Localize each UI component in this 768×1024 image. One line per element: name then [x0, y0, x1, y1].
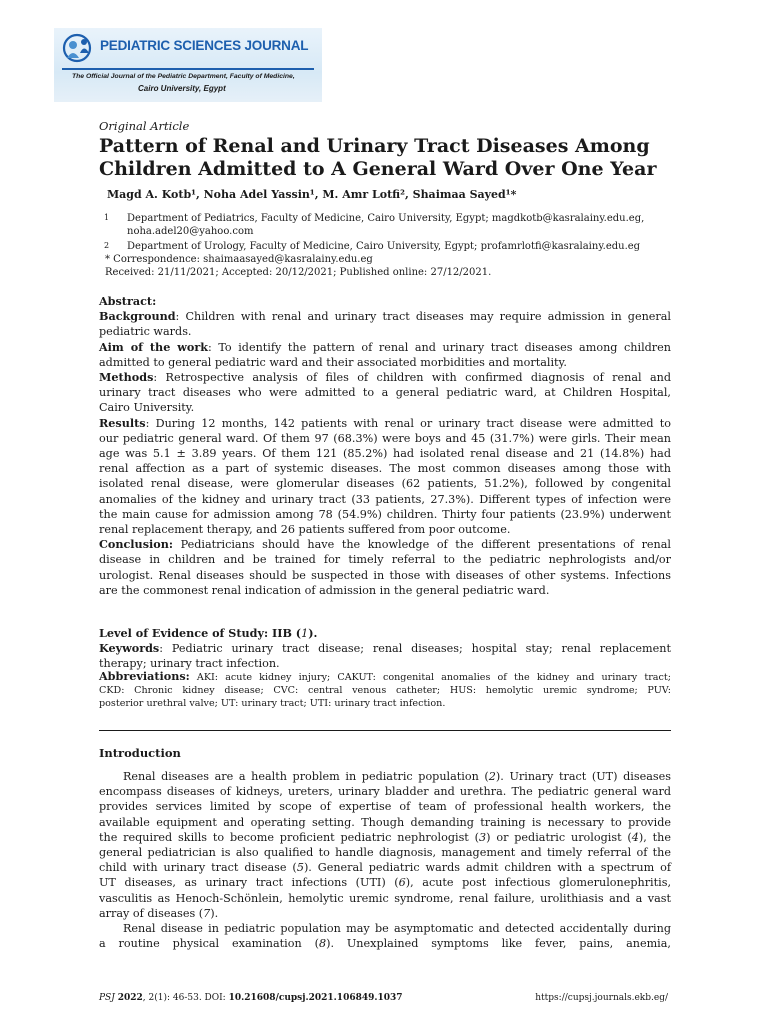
evidence-reference-link[interactable]: 1 [301, 627, 309, 640]
journal-banner [54, 28, 322, 102]
abstract-background: Background: Children with renal and urinary tract diseases may require admission in general [99, 309, 671, 324]
reference-6-link[interactable]: 6 [398, 876, 406, 890]
reference-5-link[interactable]: 5 [296, 861, 304, 875]
publication-dates: Received: 21/11/2021; Accepted: 20/12/2021; Published online: 27/12/2021. [105, 267, 492, 278]
affiliation-1-line-2: noha.adel20@yahoo.com [127, 226, 254, 237]
journal-name: PEDIATRIC SCIENCES JOURNAL [100, 38, 309, 53]
reference-4-link[interactable]: 4 [631, 830, 639, 844]
journal-subtitle-line2: Cairo University, Egypt [138, 84, 226, 93]
abstract-results: Results: During 12 months, 142 patients with renal or urinary tract disease were admitted to [99, 415, 671, 430]
abstract-conclusion: Conclusion: Pediatricians should have the knowledge of the different presentations of renal [99, 537, 671, 552]
evidence-level: Level of Evidence of Study: IIB (1). [99, 626, 318, 640]
abbreviations-line-1: Abbreviations: AKI: acute kidney injury; CAKUT: congenital anomalies of the kidney and urinary tract; [99, 669, 671, 683]
author-list: Magd A. Kotb¹, Noha Adel Yassin¹, M. Amr Lotfi², Shaimaa Sayed¹* [107, 188, 517, 201]
introduction-body: Renal diseases are a health problem in pediatric population (2). Urinary tract (UT) diseases encompass diseases of kidneys, ureters, urinary bladder and urethra. The pediatric general ward provides services limited by scope of expertise of team of professional health workers, the available equipment and operating setting. Though demanding training is necessary to provide the required skills to become proficient pediatric nephrologist (3) or pediatric urologist (4), the general pediatrician is also qualified to handle diagnosis, management and timely referral of the child with urinary tract disease (5). General pediatric wards admit children with a spectrum of UT diseases, as urinary tract infections (UTI) (6), acute post infectious glomerulonephritis, vasculitis as Henoch-Schönlein, hemolytic uremic syndrome, renal failure, urolithiasis and a vast array of diseases (7). Renal disease in pediatric population may be asymptomatic and detected accidentally during a routine physical examination (8). Unexplained symptoms like fever, pains, anemia, [99, 770, 672, 951]
affiliation-1-line-1: Department of Pediatrics, Faculty of Medicine, Cairo University, Egypt; magdkotb@kasralainy.edu.eg, [127, 213, 645, 224]
abstract-aim: Aim of the work: To identify the pattern of renal and urinary tract diseases among children [99, 339, 671, 354]
keywords-block: Level of Evidence of Study: IIB (1). Keywords: Pediatric urinary tract disease; renal diseases; hospital stay; renal replacement therapy; urinary tract infection. [99, 626, 671, 671]
affiliation-2-line-1: Department of Urology, Faculty of Medicine, Cairo University, Egypt; profamrlotfi@kasralainy.edu.eg [127, 241, 641, 252]
intro-paragraph-2: Renal disease in pediatric population may be asymptomatic and detected accidentally during [123, 922, 671, 936]
abstract-heading: Abstract: [99, 294, 157, 308]
footer-citation: PSJ 2022, 2(1): 46-53. DOI: 10.21608/cupsj.2021.106849.1037 [99, 993, 403, 1003]
section-divider [99, 730, 671, 731]
doi-link[interactable]: 10.21608/cupsj.2021.106849.1037 [228, 993, 403, 1003]
journal-subtitle-line1: The Official Journal of the Pediatric Department, Faculty of Medicine, [72, 73, 295, 80]
reference-7-link[interactable]: 7 [203, 906, 211, 920]
title-line-2: Children Admitted to A General Ward Over One Year [99, 158, 657, 180]
reference-2-link[interactable]: 2 [488, 770, 496, 783]
reference-3-link[interactable]: 3 [479, 830, 487, 844]
abbreviations: Abbreviations: AKI: acute kidney injury; CAKUT: congenital anomalies of the kidney and urinary tract; CKD: Chronic kidney disease; CVC: central venous catheter; HUS: hemolytic uremic syndrome; PUV: posterior urethral valve; UT: urinary tract; UTI: urinary tract infection. [99, 669, 671, 709]
journal-divider [62, 68, 314, 70]
affiliation-2-number: 2 [104, 241, 110, 250]
correspondence: * Correspondence: shaimaasayed@kasralainy.edu.eg [105, 254, 373, 265]
keywords: Keywords: Pediatric urinary tract disease; renal diseases; hospital stay; renal replacement [99, 641, 671, 656]
abstract-methods: Methods: Retrospective analysis of files of children with confirmed diagnosis of renal and [99, 370, 671, 385]
article-type: Original Article [99, 119, 190, 133]
article-title [99, 135, 699, 181]
journal-url-link[interactable]: https://cupsj.journals.ekb.eg/ [535, 993, 668, 1003]
abstract: Abstract: Background: Children with renal and urinary tract diseases may require admission in general pediatric wards. Aim of the work: To identify the pattern of renal and urinary tract diseases among children admitted to general pediatric ward and their associated morbidities and mortality. Methods: Retrospective analysis of files of children with confirmed diagnosis of renal and urinary tract diseases who were admitted to a general pediatric ward, at Children Hospital, Cairo University. Results: During 12 months, 142 patients with renal or urinary tract disease were admitted to our pediatric general ward. Of them 97 (68.3%) were boys and 45 (31.7%) were girls. Their mean age was 5.1 ± 3.89 years. Of them 121 (85.2%) had isolated renal disease and 21 (14.8%) had renal affection as a part of systemic diseases. The most common diseases among those with isolated renal disease, were glomerular diseases (62 patients, 51.2%), followed by congenital anomalies of the kidney and urinary tract (33 patients, 27.3%). Different types of infection were the main cause for admission among 78 (54.9%) children. Thirty four patients (23.9%) underwent renal replacement therapy, and 26 patients suffered from poor outcome. Conclusion: Pediatricians should have the knowledge of the different presentations of renal disease in children and be trained for timely referral to the pediatric nephrologists and/or urologist. Renal diseases should be suspected in those with diseases of other systems. Infections are the commonest renal indication of admission in the general pediatric ward. [99, 294, 671, 597]
intro-paragraph-1: Renal diseases are a health problem in pediatric population (2). Urinary tract (UT) diseases [123, 770, 671, 783]
affiliation-1-number: 1 [104, 213, 110, 222]
introduction-heading: Introduction [99, 746, 181, 760]
title-line-1: Pattern of Renal and Urinary Tract Diseases Among [99, 135, 650, 157]
reference-8-link[interactable]: 8 [318, 937, 327, 951]
